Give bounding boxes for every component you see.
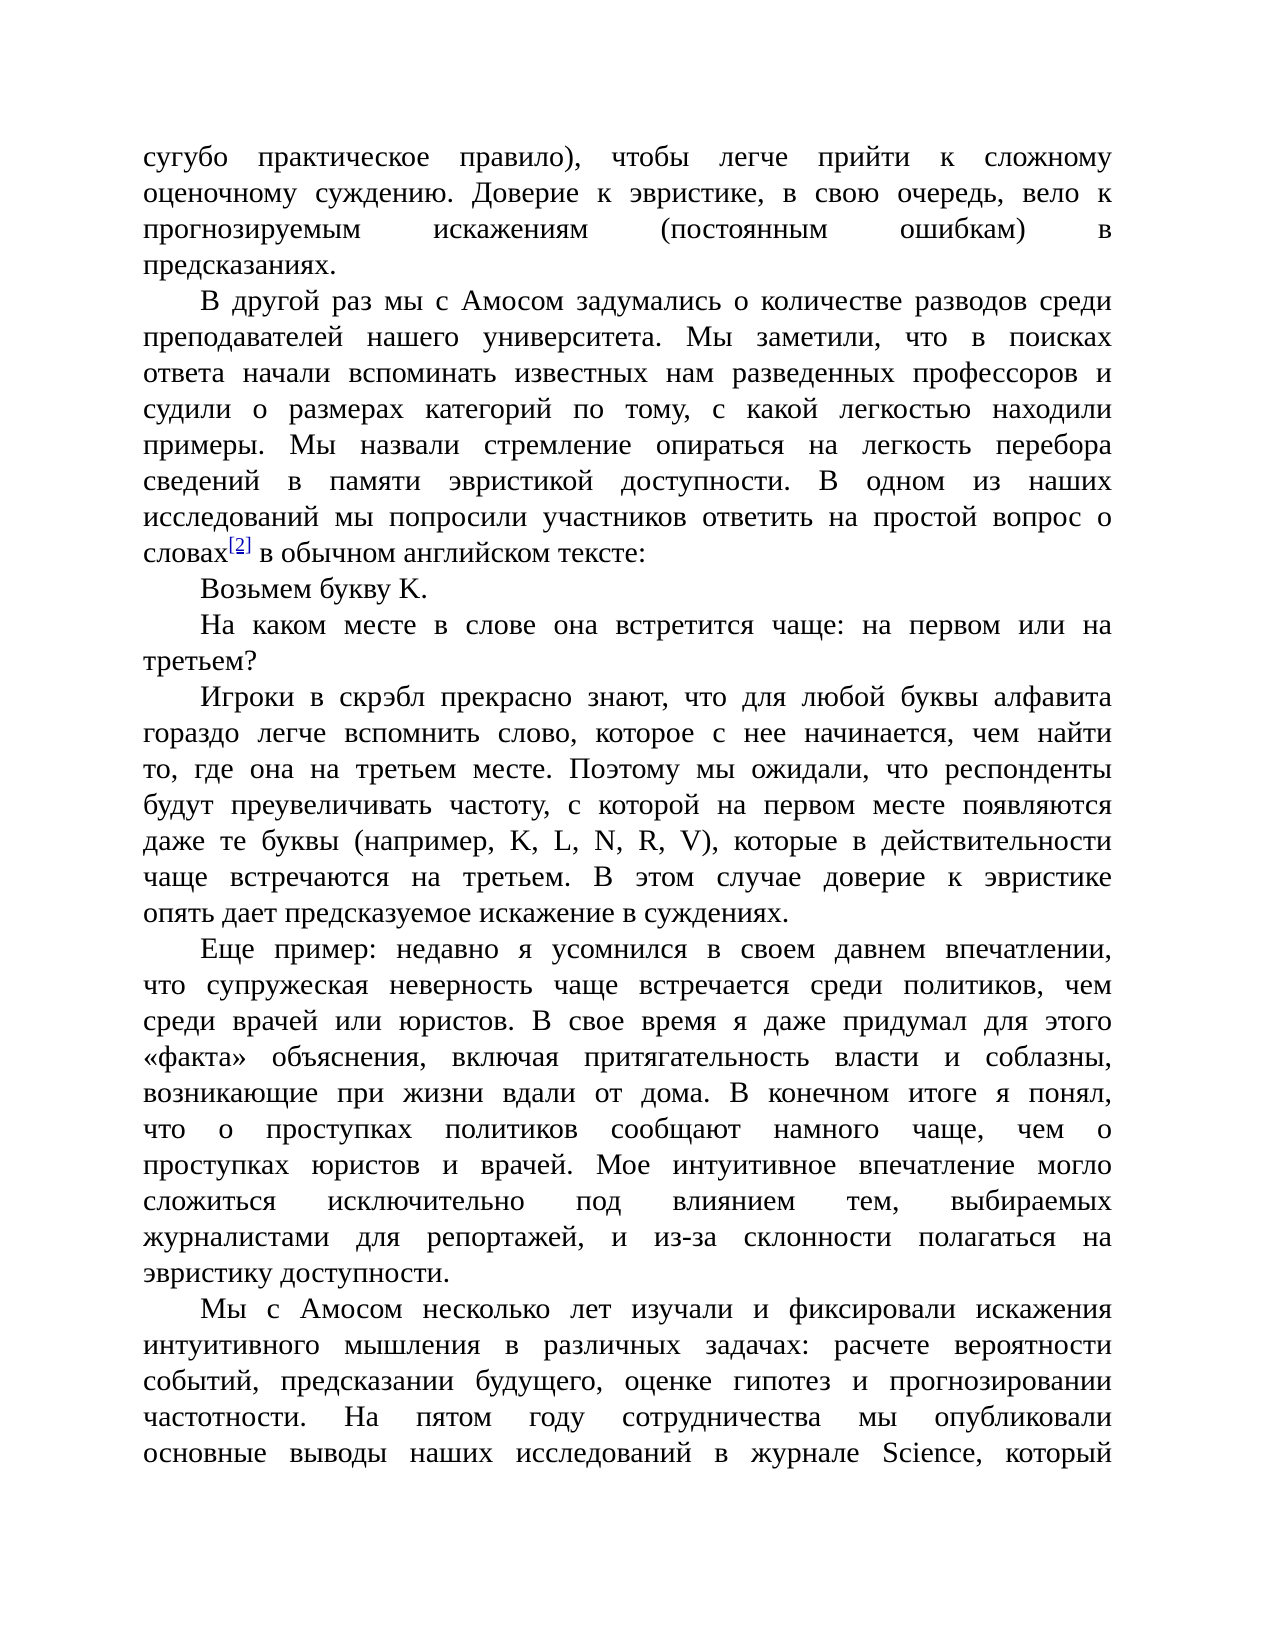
line-text: в обычном английском тексте: (251, 536, 647, 569)
text-line: журналистами для репортажей, и из-за склонности полагаться на (143, 1220, 1112, 1253)
text-line: предсказаниях. (143, 248, 337, 281)
text-line: примеры. Мы назвали стремление опираться на легкость перебора (143, 428, 1112, 461)
text-line: сложиться исключительно под влиянием тем, выбираемых (143, 1184, 1112, 1217)
text-line: основные выводы наших исследований в журнале Science, который (143, 1436, 1112, 1469)
paragraph (143, 607, 1112, 679)
text-line: что о проступках политиков сообщают намного чаще, чем о (143, 1112, 1112, 1145)
text-line: проступках юристов и врачей. Мое интуитивное впечатление могло (143, 1148, 1112, 1181)
text-block (143, 139, 1112, 1471)
paragraph (143, 283, 1112, 571)
text-line: третьем? (143, 644, 258, 677)
paragraph (143, 571, 1112, 607)
text-line: частотности. На пятом году сотрудничества мы опубликовали (143, 1400, 1112, 1433)
paragraph (143, 139, 1112, 283)
text-line: опять дает предсказуемое искажение в суждениях. (143, 896, 790, 929)
text-line: то, где она на третьем месте. Поэтому мы ожидали, что респонденты (143, 752, 1112, 785)
text-line: исследований мы попросили участников ответить на простой вопрос о (143, 500, 1112, 533)
text-line: интуитивного мышления в различных задачах: расчете вероятности (143, 1328, 1112, 1361)
text-line: что супружеская неверность чаще встречается среди политиков, чем (143, 968, 1112, 1001)
text-line: эвристику доступности. (143, 1256, 451, 1289)
text-line: будут преувеличивать частоту, с которой на первом месте появляются (143, 788, 1112, 821)
text-line: Еще пример: недавно я усомнился в своем давнем впечатлении, (200, 932, 1112, 965)
text-line: сведений в памяти эвристикой доступности. В одном из наших (143, 464, 1112, 497)
footnote-ref-2-link[interactable]: [2] (228, 535, 252, 556)
text-line: среди врачей или юристов. В свое время я даже придумал для этого (143, 1004, 1112, 1037)
text-line: Игроки в скрэбл прекрасно знают, что для любой буквы алфавита (200, 680, 1112, 713)
line-text: словах (143, 536, 229, 569)
text-line: В другой раз мы с Амосом задумались о количестве разводов среди (200, 284, 1112, 317)
text-line: Возьмем букву K. (200, 572, 428, 605)
paragraph (143, 931, 1112, 1291)
paragraph (143, 679, 1112, 931)
text-line: ответа начали вспоминать известных нам разведенных профессоров и (143, 356, 1112, 389)
text-line: прогнозируемым искажениям (постоянным ошибкам) в (143, 212, 1112, 245)
text-line: «факта» объяснения, включая притягательность власти и соблазны, (143, 1040, 1112, 1073)
text-line: сугубо практическое правило), чтобы легче прийти к сложному (143, 140, 1112, 173)
text-line: оценочному суждению. Доверие к эвристике, в свою очередь, вело к (143, 176, 1112, 209)
text-line: судили о размерах категорий по тому, с какой легкостью находили (143, 392, 1112, 425)
text-line (143, 535, 1112, 571)
text-line: преподавателей нашего университета. Мы заметили, что в поисках (143, 320, 1112, 353)
text-line: гораздо легче вспомнить слово, которое с нее начинается, чем найти (143, 716, 1112, 749)
text-line: Мы с Амосом несколько лет изучали и фиксировали искажения (200, 1292, 1112, 1325)
text-line: На каком месте в слове она встретится чаще: на первом или на (200, 608, 1112, 641)
text-line: даже те буквы (например, K, L, N, R, V), которые в действительности (143, 824, 1112, 857)
text-line: событий, предсказании будущего, оценке гипотез и прогнозировании (143, 1364, 1112, 1397)
text-line: возникающие при жизни вдали от дома. В конечном итоге я понял, (143, 1076, 1112, 1109)
paragraph (143, 1291, 1112, 1471)
text-line: чаще встречаются на третьем. В этом случае доверие к эвристике (143, 860, 1112, 893)
